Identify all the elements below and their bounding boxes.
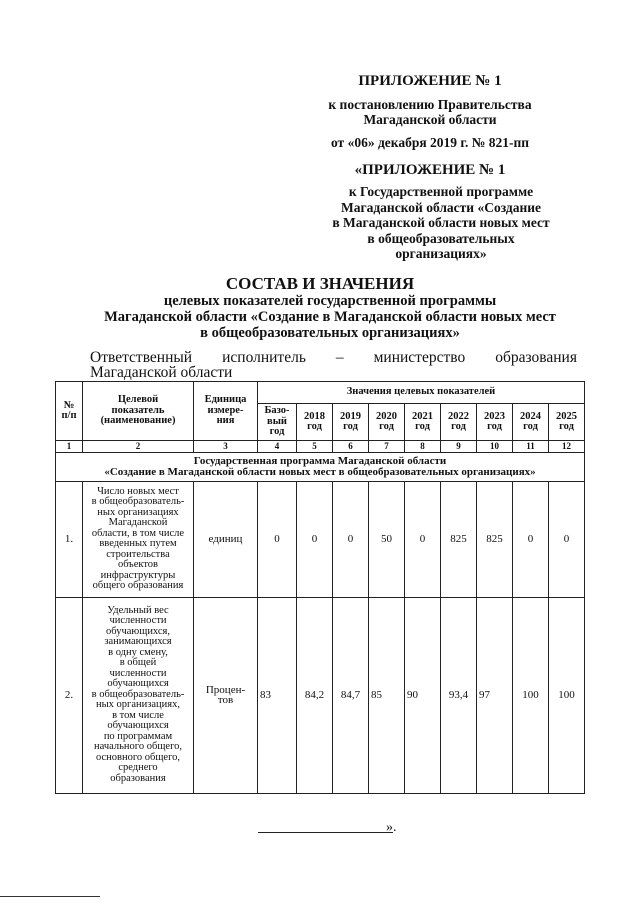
document-subtitle: целевых показателей государственной программы Магаданской области «Создание в Магаданской области новых мест в общеобразовательных организациях» (104, 293, 556, 341)
row-value: 84,7 (333, 597, 369, 793)
row-value: 84,2 (297, 597, 333, 793)
row-indicator: Число новых мест в общеобразователь- ных организациях Магаданской области, в том числе введенных путем строительства объектов инфраструктуры общего образования (83, 481, 194, 597)
resolution-date: от «06» декабря 2019 г. № 821-пп (330, 135, 529, 150)
program-title: Государственная программа Магаданской области «Создание в Магаданской области новых мест в общеобразовательных организациях» (56, 452, 585, 481)
header-indicator: Целевой показатель (наименование) (83, 382, 194, 441)
document-title: СОСТАВ И ЗНАЧЕНИЯ (225, 274, 415, 293)
header-row (56, 382, 585, 404)
row-value: 100 (513, 597, 549, 793)
row-value: 0 (258, 481, 297, 597)
col-number: 10 (477, 441, 513, 453)
header-year-2025: 2025 год (549, 404, 585, 441)
header-year-2023: 2023 год (477, 404, 513, 441)
header-year-2019: 2019 год (333, 404, 369, 441)
row-unit: Процен- тов (194, 597, 258, 793)
table-row (56, 481, 585, 597)
header-unit: Единица измере- ния (194, 382, 258, 441)
row-value: 825 (477, 481, 513, 597)
col-number: 12 (549, 441, 585, 453)
header-year-2020: 2020 год (369, 404, 405, 441)
row-value: 93,4 (441, 597, 477, 793)
row-value: 0 (549, 481, 585, 597)
row-value: 0 (405, 481, 441, 597)
header-year-2018: 2018 год (297, 404, 333, 441)
row-value: 825 (441, 481, 477, 597)
col-number: 2 (83, 441, 194, 453)
table-row (56, 597, 585, 793)
row-value: 0 (513, 481, 549, 597)
row-value: 83 (258, 597, 297, 793)
row-unit: единиц (194, 481, 258, 597)
annex-to-resolution: к постановлению Правительства Магаданской области (328, 97, 532, 127)
row-value: 100 (549, 597, 585, 793)
header-values-group: Значения целевых показателей (258, 382, 585, 404)
col-number: 8 (405, 441, 441, 453)
col-number: 9 (441, 441, 477, 453)
responsible-line: Ответственный исполнитель – министерство образования (90, 349, 577, 366)
row-value: 97 (477, 597, 513, 793)
col-number: 5 (297, 441, 333, 453)
header-year-2022: 2022 год (441, 404, 477, 441)
header-base-year: Базо- вый год (258, 404, 297, 441)
column-numbers-row (56, 441, 585, 453)
annex-quoted-title: «ПРИЛОЖЕНИЕ № 1 (354, 162, 506, 178)
closing-quote: ». (386, 820, 397, 835)
annex-title: ПРИЛОЖЕНИЕ № 1 (358, 73, 502, 89)
program-title-row (56, 452, 585, 481)
row-value: 90 (405, 597, 441, 793)
footer-rule (0, 896, 100, 897)
closing-line (258, 820, 393, 833)
col-number: 6 (333, 441, 369, 453)
header-num: № п/п (56, 382, 83, 441)
indicators-table (55, 381, 585, 794)
row-value: 50 (369, 481, 405, 597)
row-value: 0 (333, 481, 369, 597)
row-number: 2. (56, 597, 83, 793)
row-indicator: Удельный вес численности обучающихся, занимающихся в одну смену, в общей численности обучающихся в общеобразователь- ных организациях, в том числе обучающихся по программам начального общего, основного общего, среднего образования (83, 597, 194, 793)
col-number: 11 (513, 441, 549, 453)
annex-to-program: к Государственной программе Магаданской области «Создание в Магаданской области новых мест в общеобразовательных организациях» (332, 184, 550, 261)
responsible-line-2: Магаданской области (90, 364, 233, 381)
col-number: 3 (194, 441, 258, 453)
col-number: 4 (258, 441, 297, 453)
row-number: 1. (56, 481, 83, 597)
header-year-2024: 2024 год (513, 404, 549, 441)
row-value: 0 (297, 481, 333, 597)
header-year-2021: 2021 год (405, 404, 441, 441)
col-number: 7 (369, 441, 405, 453)
row-value: 85 (369, 597, 405, 793)
col-number: 1 (56, 441, 83, 453)
